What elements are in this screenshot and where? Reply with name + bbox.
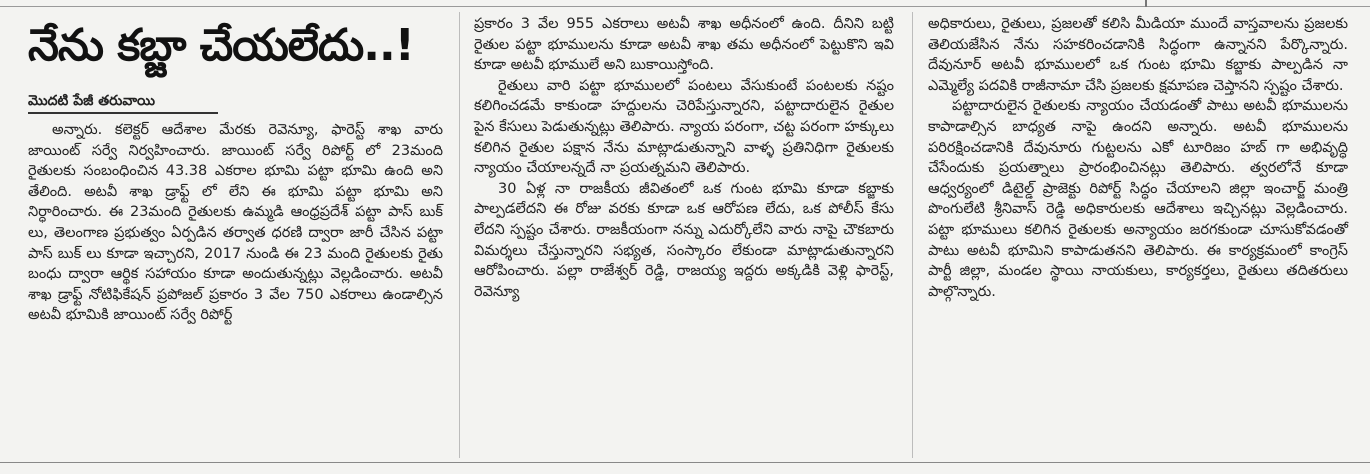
column-3-paragraph-1: అధికారులు, రైతులు, ప్రజలతో కలిసి మీడియా ముందే వాస్తవాలను ప్రజలకు తెలియజేసిన నేను సహకరించడానికి సిద్ధంగా ఉన్నానని పేర్కొన్నారు. దేవునూర్ అటవీ భూములలో ఒక గుంట భూమి కబ్జాకు పాల్పడిన నా ఎమ్మెల్యే పదవికి రాజీనామా చేసి ప్రజలకు క్షమాపణ చెప్తానని స్పష్టం చేశారు.: [928, 16, 1348, 94]
article-column-2: [474, 14, 894, 302]
article-column-3: [928, 14, 1348, 302]
article-column-1: [28, 120, 443, 326]
top-column-tick: [1145, 0, 1147, 7]
top-border-rule: [0, 0, 1370, 7]
bottom-border-rule: [0, 462, 1370, 463]
column-3-paragraph-2: పట్టాదారులైన రైతులకు న్యాయం చేయడంతో పాటు అటవీ భూములను కాపాడాల్సిన బాధ్యత నాపై ఉందని అన్నారు. అటవీ భూములను పరిరక్షించడానికి దేవునూరు గుట్టలను ఎకో టూరిజం హబ్ గా అభివృద్ధి చేసేందుకు ప్రయత్నాలు ప్రారంభించినట్లు తెలిపారు. త్వరలోనే కూడా ఆధ్వర్యంలో డిటైల్డ్ ప్రాజెక్టు రిపోర్ట్ సిద్ధం చేయాలని జిల్లా ఇంచార్జ్ మంత్రి పొంగులేటి శ్రీనివాస్ రెడ్డి అధికారులకు ఆదేశాలు ఇచ్చినట్లు వెల్లడించారు. పట్టా భూములు కలిగిన రైతులకు అన్యాయం జరగకుండా చూసుకోవడంతో పాటు అటవీ భూమిని కాపాడుతనని తెలిపారు. ఈ కార్యక్రమంలో కాంగ్రెస్ పార్టీ జిల్లా, మండల స్థాయి నాయకులు, కార్యకర్తలు, రైతులు తదితరులు పాల్గొన్నారు.: [928, 98, 1348, 300]
column-2-paragraph-2: రైతులు వారి పట్టా భూములలో పంటలు వేసుకుంటే పంటలకు నష్టం కలిగించడమే కాకుండా హద్దులను చెరిపేస్తున్నారని, పట్టాదారులైన రైతుల పైన కేసులు పెడుతున్నట్లు తెలిపారు. న్యాయ పరంగా, చట్ట పరంగా హక్కులు కలిగిన రైతుల పక్షాన నేను మాట్లాడుతున్నాని వాళ్ళ ప్రతినిధిగా రైతులకు న్యాయం చేయాలన్నదే నా ప్రయత్నమని తెలిపారు.: [474, 77, 894, 177]
column-2-paragraph-3: 30 ఏళ్ల నా రాజకీయ జీవితంలో ఒక గుంట భూమి కూడా కబ్జాకు పాల్పడలేదని ఈ రోజు వరకు కూడా ఒక ఆరోపణ లేదు, ఒక పోలీస్ కేసు లేదని స్పష్టం చేశారు. రాజకీయంగా నన్ను ఎదుర్కోలేని వారు నాపై చౌకబారు విమర్శలు చేస్తున్నారని సభ్యత, సంస్కారం లేకుండా మాట్లాడుతున్నారని ఆరోపించారు. పల్లా రాజేశ్వర్ రెడ్డి, రాజయ్య ఇద్దరు అక్కడికి వెళ్లి ఫారెస్ట్, రెవెన్యూ: [474, 180, 894, 300]
headline: నేను కబ్జా చేయలేదు..!: [28, 20, 414, 71]
column-divider-2: [912, 12, 913, 458]
column-2-paragraph-1: ప్రకారం 3 వేల 955 ఎకరాలు అటవీ శాఖ అధీనంలో ఉంది. దీనిని బట్టి రైతుల పట్టా భూములను కూడా అటవీ శాఖ తమ అధీనంలో పెట్టుకొని ఇవి కూడా అటవీ భూములే అని బుకాయిస్తోంది.: [474, 16, 894, 74]
column-divider-1: [459, 12, 460, 458]
continued-from-front-page-label: మొదటి పేజీ తరువాయి: [28, 90, 218, 114]
column-1-paragraph-1: అన్నారు. కలెక్టర్ ఆదేశాల మేరకు రెవెన్యూ, ఫారెస్ట్ శాఖ వారు జాయింట్ సర్వే నిర్వహించారు. జాయింట్ సర్వే రిపోర్ట్ లో 23మంది రైతులకు సంబంధించిన 43.38 ఎకరాల భూమి పట్టా భూమి ఉంది అని తేలింది. అటవీ శాఖ డ్రాఫ్ట్ లో లేని ఈ భూమి పట్టా భూమి అని నిర్ధారించారు. ఈ 23మంది రైతులకు ఉమ్మడి ఆంధ్రప్రదేశ్ పట్టా పాస్ బుక్ లు, తెలంగాణ ప్రభుత్వం ఏర్పడిన తర్వాత ధరణి ద్వారా జారీ చేసిన పట్టా పాస్ బుక్ లు కూడా ఇచ్చారని, 2017 నుండి ఈ 23 మంది రైతులకు రైతు బంధు ద్వారా ఆర్థిక సహాయం కూడా అందుతున్నట్లు వెల్లడించారు. అటవీ శాఖ డ్రాఫ్ట్ నోటిఫికేషన్ ప్రపోజల్ ప్రకారం 3 వేల 750 ఎకరాలు ఉండాల్సిన అటవీ భూమికి జాయింట్ సర్వే రిపోర్ట్: [28, 122, 443, 324]
